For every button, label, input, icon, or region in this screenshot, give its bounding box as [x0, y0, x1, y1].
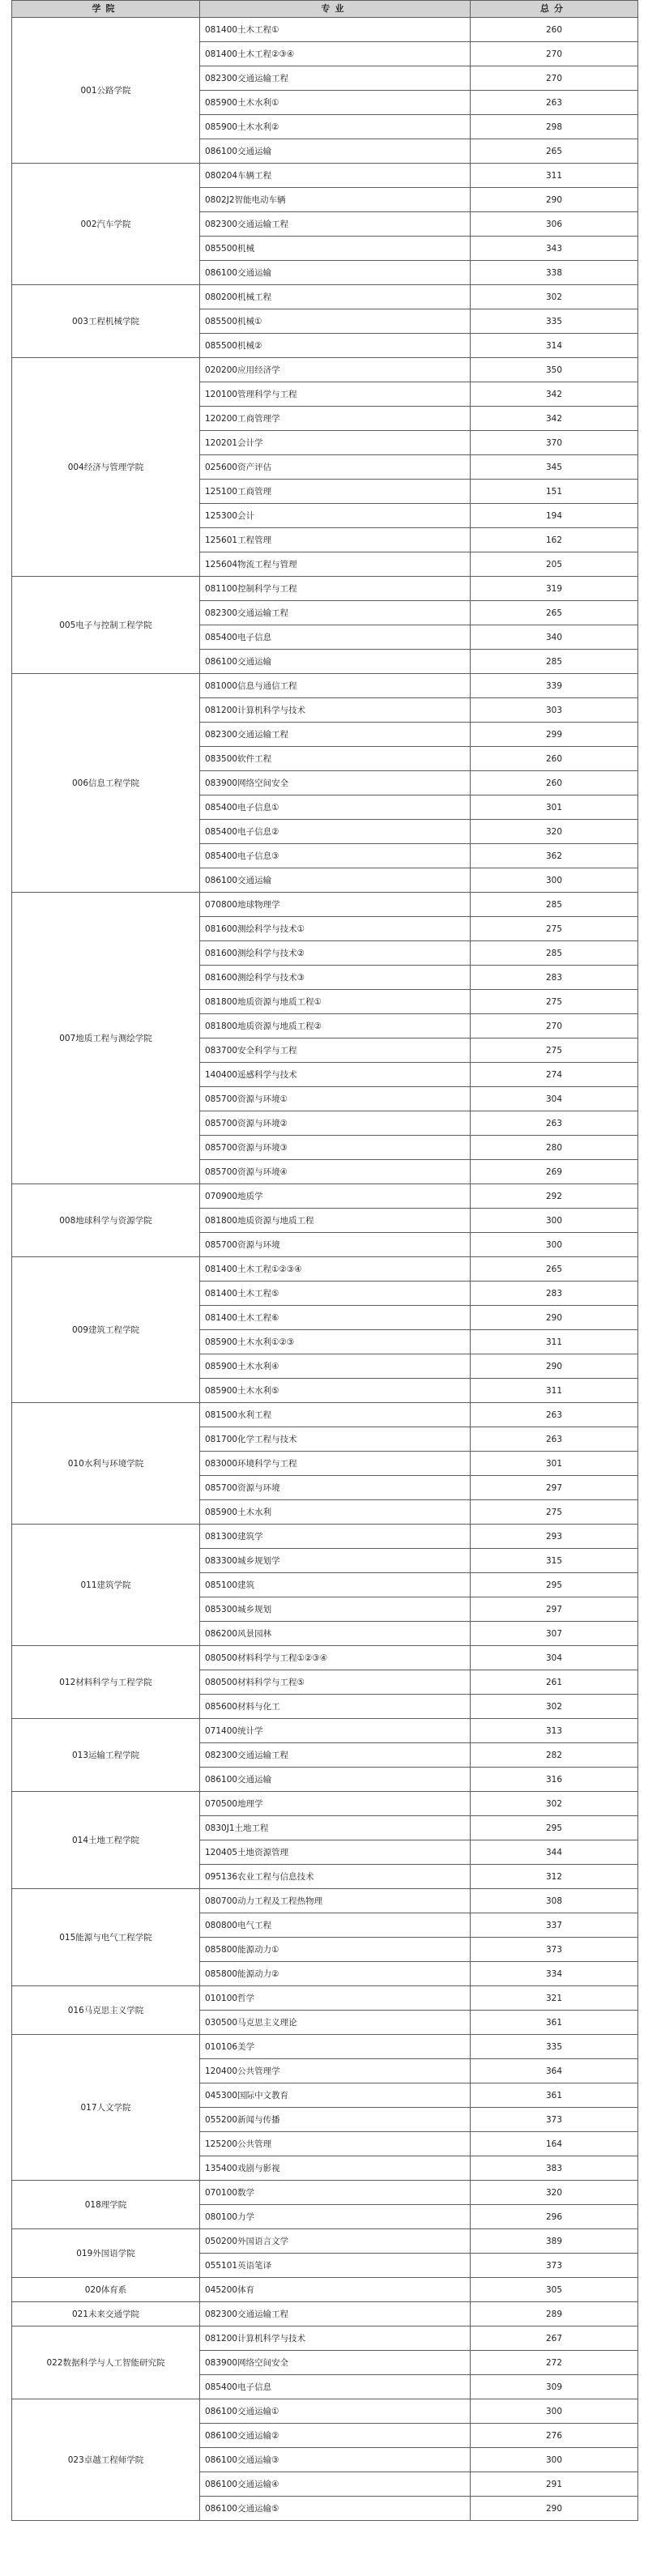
score-cell: 362 — [471, 844, 638, 868]
table-row — [12, 2278, 638, 2302]
score-cell: 269 — [471, 1160, 638, 1184]
major-cell: 085400电子信息② — [200, 820, 471, 844]
score-cell: 297 — [471, 1597, 638, 1622]
college-cell: 017人文学院 — [12, 2035, 200, 2181]
major-cell: 081600测绘科学与技术③ — [200, 966, 471, 990]
score-cell: 267 — [471, 2327, 638, 2351]
major-cell: 125100工商管理 — [200, 480, 471, 504]
major-cell: 083900网络空间安全 — [200, 2351, 471, 2375]
score-cell: 263 — [471, 91, 638, 115]
major-cell: 086100交通运输 — [200, 1768, 471, 1792]
major-cell: 120201会计学 — [200, 431, 471, 455]
score-cell: 265 — [471, 1257, 638, 1282]
major-cell: 050200外国语言文学 — [200, 2229, 471, 2254]
header-major: 专业 — [200, 1, 471, 18]
score-cell: 312 — [471, 1865, 638, 1889]
major-cell: 081200计算机科学与技术 — [200, 2327, 471, 2351]
major-cell: 081000信息与通信工程 — [200, 674, 471, 698]
major-cell: 086100交通运输 — [200, 261, 471, 285]
score-cell: 373 — [471, 2254, 638, 2278]
major-cell: 120200工商管理学 — [200, 407, 471, 431]
major-cell: 085900土木水利② — [200, 115, 471, 139]
score-cell: 275 — [471, 990, 638, 1014]
score-cell: 345 — [471, 455, 638, 480]
major-cell: 085400电子信息① — [200, 795, 471, 820]
score-cell: 298 — [471, 115, 638, 139]
major-cell: 085900土木水利④ — [200, 1354, 471, 1379]
score-cell: 261 — [471, 1670, 638, 1695]
score-cell: 285 — [471, 893, 638, 917]
major-cell: 070500地理学 — [200, 1792, 471, 1816]
major-cell: 085500机械② — [200, 334, 471, 358]
college-cell: 016马克思主义学院 — [12, 1986, 200, 2035]
score-cell: 339 — [471, 674, 638, 698]
score-cell: 263 — [471, 1427, 638, 1452]
header-college: 学院 — [12, 1, 200, 18]
score-cell: 307 — [471, 1622, 638, 1646]
major-cell: 083000环境科学与工程 — [200, 1452, 471, 1476]
major-cell: 125604物流工程与管理 — [200, 552, 471, 577]
major-cell: 082300交通运输工程 — [200, 723, 471, 747]
major-cell: 086100交通运输 — [200, 650, 471, 674]
score-cell: 295 — [471, 1816, 638, 1840]
major-cell: 085400电子信息 — [200, 625, 471, 650]
score-cell: 306 — [471, 212, 638, 237]
score-cell: 300 — [471, 1209, 638, 1233]
major-cell: 083500软件工程 — [200, 747, 471, 771]
score-cell: 389 — [471, 2229, 638, 2254]
score-table — [11, 0, 638, 2521]
college-cell: 019外国语学院 — [12, 2229, 200, 2278]
major-cell: 0802J2智能电动车辆 — [200, 188, 471, 212]
table-row — [12, 1889, 638, 1913]
college-cell: 004经济与管理学院 — [12, 358, 200, 577]
score-cell: 285 — [471, 650, 638, 674]
major-cell: 082300交通运输工程 — [200, 1743, 471, 1768]
score-cell: 301 — [471, 1452, 638, 1476]
table-row — [12, 358, 638, 382]
major-cell: 085700资源与环境 — [200, 1233, 471, 1257]
major-cell: 085700资源与环境④ — [200, 1160, 471, 1184]
major-cell: 045300国际中文教育 — [200, 2083, 471, 2108]
score-cell: 275 — [471, 1039, 638, 1063]
college-cell: 015能源与电气工程学院 — [12, 1889, 200, 1986]
major-cell: 080100力学 — [200, 2205, 471, 2229]
major-cell: 120405土地资源管理 — [200, 1840, 471, 1865]
major-cell: 085900土木水利①②③ — [200, 1330, 471, 1354]
major-cell: 081600测绘科学与技术① — [200, 917, 471, 941]
score-cell: 321 — [471, 1986, 638, 2011]
major-cell: 120100管理科学与工程 — [200, 382, 471, 407]
table-row — [12, 2035, 638, 2059]
table-body — [12, 18, 638, 2521]
score-cell: 303 — [471, 698, 638, 723]
college-cell: 003工程机械学院 — [12, 285, 200, 358]
score-cell: 275 — [471, 1500, 638, 1525]
score-cell: 311 — [471, 164, 638, 188]
score-cell: 373 — [471, 2108, 638, 2132]
major-cell: 080500材料科学与工程①②③④ — [200, 1646, 471, 1670]
table-row — [12, 2399, 638, 2424]
college-cell: 020体育系 — [12, 2278, 200, 2302]
score-cell: 314 — [471, 334, 638, 358]
score-cell: 340 — [471, 625, 638, 650]
score-cell: 296 — [471, 2205, 638, 2229]
major-cell: 085700资源与环境 — [200, 1476, 471, 1500]
major-cell: 070800地球物理学 — [200, 893, 471, 917]
score-cell: 290 — [471, 2497, 638, 2521]
table-row — [12, 1403, 638, 1427]
major-cell: 086100交通运输 — [200, 139, 471, 164]
score-cell: 162 — [471, 528, 638, 552]
major-cell: 086100交通运输③ — [200, 2448, 471, 2472]
college-cell: 001公路学院 — [12, 18, 200, 164]
major-cell: 120400公共管理学 — [200, 2059, 471, 2083]
score-cell: 205 — [471, 552, 638, 577]
major-cell: 082300交通运输工程 — [200, 66, 471, 91]
score-cell: 265 — [471, 139, 638, 164]
score-cell: 311 — [471, 1330, 638, 1354]
major-cell: 055200新闻与传播 — [200, 2108, 471, 2132]
score-cell: 335 — [471, 309, 638, 334]
table-row — [12, 893, 638, 917]
major-cell: 080800电气工程 — [200, 1913, 471, 1938]
major-cell: 085900土木水利① — [200, 91, 471, 115]
score-cell: 270 — [471, 1014, 638, 1039]
major-cell: 085400电子信息③ — [200, 844, 471, 868]
score-cell: 338 — [471, 261, 638, 285]
score-cell: 342 — [471, 407, 638, 431]
score-cell: 290 — [471, 1306, 638, 1330]
score-cell: 315 — [471, 1549, 638, 1573]
score-cell: 334 — [471, 1962, 638, 1986]
major-cell: 010106美学 — [200, 2035, 471, 2059]
major-cell: 081600测绘科学与技术② — [200, 941, 471, 966]
major-cell: 081200计算机科学与技术 — [200, 698, 471, 723]
major-cell: 085700资源与环境② — [200, 1111, 471, 1136]
college-cell: 008地球科学与资源学院 — [12, 1184, 200, 1257]
major-cell: 070100数学 — [200, 2181, 471, 2205]
major-cell: 010100哲学 — [200, 1986, 471, 2011]
score-cell: 309 — [471, 2375, 638, 2399]
score-cell: 313 — [471, 1719, 638, 1743]
major-cell: 081400土木工程①②③④ — [200, 1257, 471, 1282]
major-cell: 085600材料与化工 — [200, 1695, 471, 1719]
major-cell: 125300会计 — [200, 504, 471, 528]
score-cell: 151 — [471, 480, 638, 504]
score-cell: 265 — [471, 601, 638, 625]
major-cell: 086100交通运输⑤ — [200, 2497, 471, 2521]
score-cell: 293 — [471, 1525, 638, 1549]
table-row — [12, 2302, 638, 2327]
table-row — [12, 18, 638, 42]
table-row — [12, 285, 638, 309]
score-cell: 301 — [471, 795, 638, 820]
major-cell: 085800能源动力② — [200, 1962, 471, 1986]
college-cell: 009建筑工程学院 — [12, 1257, 200, 1403]
score-cell: 302 — [471, 1695, 638, 1719]
table-row — [12, 2327, 638, 2351]
score-cell: 350 — [471, 358, 638, 382]
score-cell: 283 — [471, 966, 638, 990]
major-cell: 083300城乡规划学 — [200, 1549, 471, 1573]
major-cell: 020200应用经济学 — [200, 358, 471, 382]
score-cell: 305 — [471, 2278, 638, 2302]
major-cell: 086100交通运输② — [200, 2424, 471, 2448]
score-cell: 260 — [471, 771, 638, 795]
college-cell: 013运输工程学院 — [12, 1719, 200, 1792]
major-cell: 025600资产评估 — [200, 455, 471, 480]
score-cell: 300 — [471, 2399, 638, 2424]
score-cell: 342 — [471, 382, 638, 407]
major-cell: 086100交通运输① — [200, 2399, 471, 2424]
college-cell: 002汽车学院 — [12, 164, 200, 285]
score-cell: 274 — [471, 1063, 638, 1087]
score-cell: 316 — [471, 1768, 638, 1792]
score-cell: 302 — [471, 1792, 638, 1816]
score-cell: 285 — [471, 941, 638, 966]
table-row — [12, 2229, 638, 2254]
score-cell: 164 — [471, 2132, 638, 2156]
major-cell: 125200公共管理 — [200, 2132, 471, 2156]
major-cell: 081100控制科学与工程 — [200, 577, 471, 601]
table-row — [12, 674, 638, 698]
score-cell: 361 — [471, 2011, 638, 2035]
major-cell: 085700资源与环境③ — [200, 1136, 471, 1160]
score-cell: 300 — [471, 1233, 638, 1257]
major-cell: 045200体育 — [200, 2278, 471, 2302]
score-cell: 263 — [471, 1403, 638, 1427]
table-row — [12, 1719, 638, 1743]
major-cell: 081400土木工程⑤ — [200, 1282, 471, 1306]
score-cell: 383 — [471, 2156, 638, 2181]
major-cell: 085800能源动力① — [200, 1938, 471, 1962]
major-cell: 080200机械工程 — [200, 285, 471, 309]
table-header — [12, 1, 638, 18]
score-cell: 308 — [471, 1889, 638, 1913]
college-cell: 021未来交通学院 — [12, 2302, 200, 2327]
major-cell: 071400统计学 — [200, 1719, 471, 1743]
major-cell: 081400土木工程②③④ — [200, 42, 471, 66]
college-cell: 007地质工程与测绘学院 — [12, 893, 200, 1184]
score-cell: 280 — [471, 1136, 638, 1160]
major-cell: 081400土木工程① — [200, 18, 471, 42]
major-cell: 082300交通运输工程 — [200, 2302, 471, 2327]
major-cell: 085500机械① — [200, 309, 471, 334]
major-cell: 085900土木水利⑤ — [200, 1379, 471, 1403]
major-cell: 085900土木水利 — [200, 1500, 471, 1525]
score-cell: 289 — [471, 2302, 638, 2327]
score-cell: 194 — [471, 504, 638, 528]
table-row — [12, 2181, 638, 2205]
score-cell: 290 — [471, 1354, 638, 1379]
table-row — [12, 1257, 638, 1282]
score-cell: 304 — [471, 1087, 638, 1111]
table-row — [12, 1184, 638, 1209]
score-cell: 311 — [471, 1379, 638, 1403]
header-row — [12, 1, 638, 18]
major-cell: 083900网络空间安全 — [200, 771, 471, 795]
major-cell: 080700动力工程及工程热物理 — [200, 1889, 471, 1913]
major-cell: 082300交通运输工程 — [200, 601, 471, 625]
major-cell: 085100建筑 — [200, 1573, 471, 1597]
score-cell: 282 — [471, 1743, 638, 1768]
score-cell: 270 — [471, 42, 638, 66]
college-cell: 018理学院 — [12, 2181, 200, 2229]
score-cell: 343 — [471, 237, 638, 261]
major-cell: 082300交通运输工程 — [200, 212, 471, 237]
score-cell: 260 — [471, 747, 638, 771]
table-row — [12, 1792, 638, 1816]
major-cell: 080204车辆工程 — [200, 164, 471, 188]
score-cell: 260 — [471, 18, 638, 42]
score-cell: 302 — [471, 285, 638, 309]
score-cell: 361 — [471, 2083, 638, 2108]
table-row — [12, 164, 638, 188]
score-cell: 283 — [471, 1282, 638, 1306]
major-cell: 086100交通运输④ — [200, 2472, 471, 2497]
score-cell: 275 — [471, 917, 638, 941]
score-cell: 320 — [471, 2181, 638, 2205]
major-cell: 085500机械 — [200, 237, 471, 261]
major-cell: 081400土木工程⑥ — [200, 1306, 471, 1330]
score-cell: 290 — [471, 188, 638, 212]
score-cell: 320 — [471, 820, 638, 844]
major-cell: 081300建筑学 — [200, 1525, 471, 1549]
major-cell: 081800地质资源与地质工程② — [200, 1014, 471, 1039]
score-cell: 304 — [471, 1646, 638, 1670]
table-row — [12, 1525, 638, 1549]
major-cell: 080500材料科学与工程⑤ — [200, 1670, 471, 1695]
college-cell: 023卓越工程师学院 — [12, 2399, 200, 2521]
major-cell: 081800地质资源与地质工程 — [200, 1209, 471, 1233]
major-cell: 083700安全科学与工程 — [200, 1039, 471, 1063]
college-cell: 014土地工程学院 — [12, 1792, 200, 1889]
score-cell: 300 — [471, 868, 638, 893]
college-cell: 006信息工程学院 — [12, 674, 200, 893]
major-cell: 085700资源与环境① — [200, 1087, 471, 1111]
major-cell: 135400戏剧与影视 — [200, 2156, 471, 2181]
score-cell: 364 — [471, 2059, 638, 2083]
college-cell: 011建筑学院 — [12, 1525, 200, 1646]
table-row — [12, 1646, 638, 1670]
major-cell: 081500水利工程 — [200, 1403, 471, 1427]
header-score: 总分 — [471, 1, 638, 18]
score-cell: 270 — [471, 66, 638, 91]
score-cell: 344 — [471, 1840, 638, 1865]
score-cell: 276 — [471, 2424, 638, 2448]
major-cell: 140400遥感科学与技术 — [200, 1063, 471, 1087]
score-cell: 292 — [471, 1184, 638, 1209]
score-cell: 335 — [471, 2035, 638, 2059]
score-cell: 300 — [471, 2448, 638, 2472]
table-row — [12, 577, 638, 601]
major-cell: 0830J1土地工程 — [200, 1816, 471, 1840]
major-cell: 085400电子信息 — [200, 2375, 471, 2399]
major-cell: 055101英语笔译 — [200, 2254, 471, 2278]
major-cell: 030500马克思主义理论 — [200, 2011, 471, 2035]
major-cell: 086200风景园林 — [200, 1622, 471, 1646]
major-cell: 081700化学工程与技术 — [200, 1427, 471, 1452]
college-cell: 022数据科学与人工智能研究院 — [12, 2327, 200, 2399]
college-cell: 005电子与控制工程学院 — [12, 577, 200, 674]
score-cell: 373 — [471, 1938, 638, 1962]
score-cell: 291 — [471, 2472, 638, 2497]
college-cell: 012材料科学与工程学院 — [12, 1646, 200, 1719]
major-cell: 070900地质学 — [200, 1184, 471, 1209]
score-cell: 337 — [471, 1913, 638, 1938]
score-cell: 370 — [471, 431, 638, 455]
score-cell: 297 — [471, 1476, 638, 1500]
score-cell: 319 — [471, 577, 638, 601]
score-cell: 299 — [471, 723, 638, 747]
major-cell: 095136农业工程与信息技术 — [200, 1865, 471, 1889]
score-cell: 263 — [471, 1111, 638, 1136]
major-cell: 081800地质资源与地质工程① — [200, 990, 471, 1014]
score-cell: 295 — [471, 1573, 638, 1597]
major-cell: 125601工程管理 — [200, 528, 471, 552]
score-cell: 272 — [471, 2351, 638, 2375]
score-table-container — [11, 0, 637, 2521]
major-cell: 085300城乡规划 — [200, 1597, 471, 1622]
table-row — [12, 1986, 638, 2011]
major-cell: 086100交通运输 — [200, 868, 471, 893]
college-cell: 010水利与环境学院 — [12, 1403, 200, 1525]
